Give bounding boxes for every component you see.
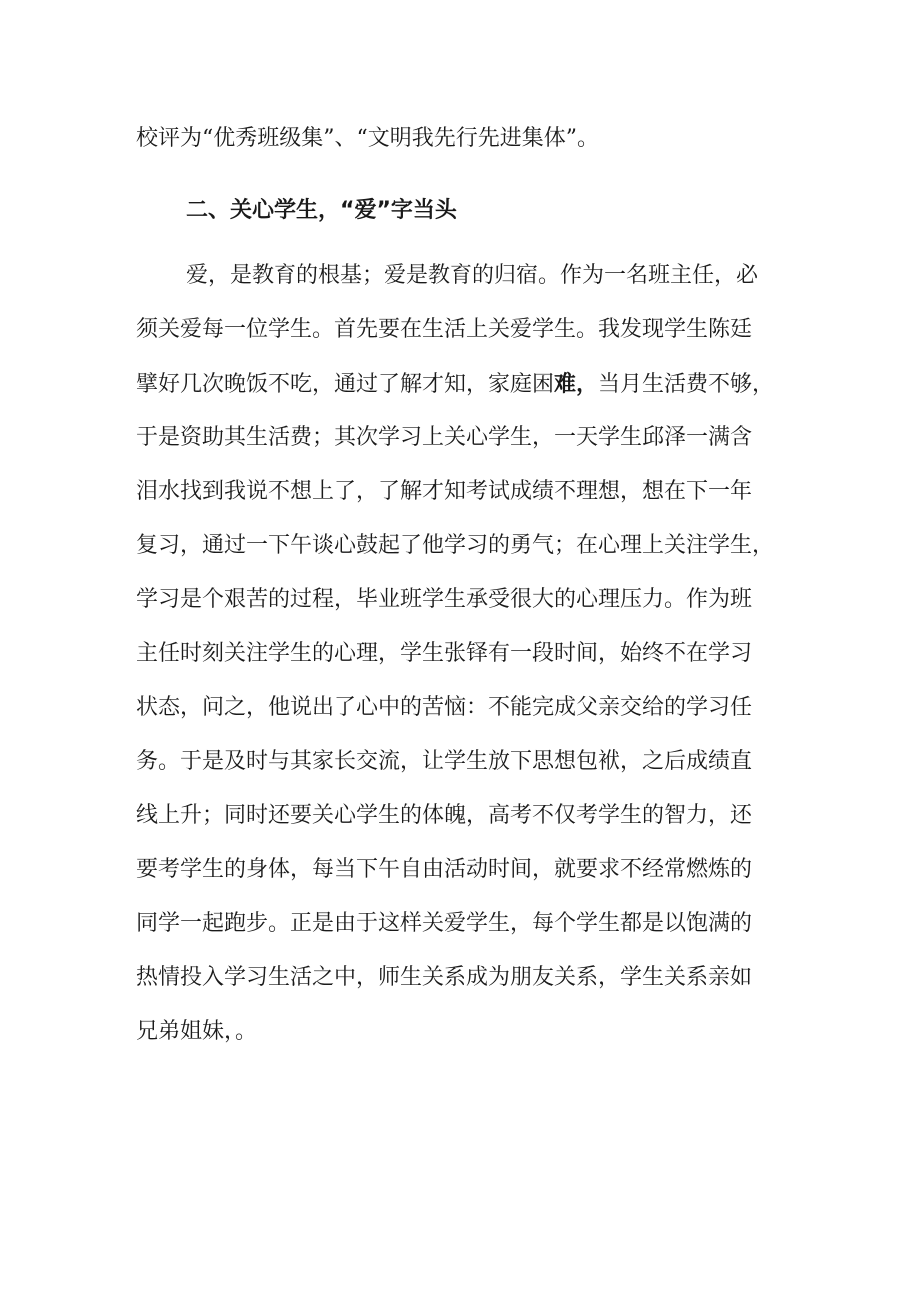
section-heading: 二、关心学生，“爱”字当头 [186,198,457,223]
paragraph-line: 热情投入学习生活之中，师生关系成为朋友关系，学生关系亲如 [136,965,753,990]
paragraph-line: 复习，通过一下午谈心鼓起了他学习的勇气；在心理上关注学生， [136,533,775,558]
paragraph-line [0,369,920,400]
paragraph-line: 学习是个艰苦的过程，毕业班学生承受很大的心理压力。作为班 [136,587,753,612]
paragraph-line: 泪水找到我说不想上了，了解才知考试成绩不理想，想在下一年 [136,479,753,504]
paragraph-line: 爱，是教育的根基；爱是教育的归宿。作为一名班主任，必 [186,263,759,288]
intro-line: 校评为“优秀班级集”、“文明我先行先进集体”。 [136,126,599,151]
paragraph-line: 于是资助其生活费；其次学习上关心学生，一天学生邱泽一满含 [136,425,753,450]
paragraph-line: 务。于是及时与其家长交流，让学生放下思想包袱，之后成绩直 [136,749,753,774]
paragraph-line: 兄弟姐妹，。 [136,1019,258,1044]
paragraph-text: 当月生活费不够， [598,372,775,397]
bold-text: 难， [554,371,599,397]
paragraph-line: 状态，问之，他说出了心中的苦恼：不能完成父亲交给的学习任 [136,695,753,720]
paragraph-line: 主任时刻关注学生的心理，学生张铎有一段时间，始终不在学习 [136,641,753,666]
paragraph-line: 要考学生的身体，每当下午自由活动时间，就要求不经常燃炼的 [136,857,753,882]
paragraph-line: 同学一起跑步。正是由于这样关爱学生，每个学生都是以饱满的 [136,911,753,936]
paragraph-text: 擘好几次晚饭不吃，通过了解才知，家庭困 [136,372,555,397]
paragraph-line: 须关爱每一位学生。首先要在生活上关爱学生。我发现学生陈廷 [136,317,753,342]
paragraph-line: 线上升；同时还要关心学生的体魄，高考不仅考学生的智力，还 [136,803,753,828]
